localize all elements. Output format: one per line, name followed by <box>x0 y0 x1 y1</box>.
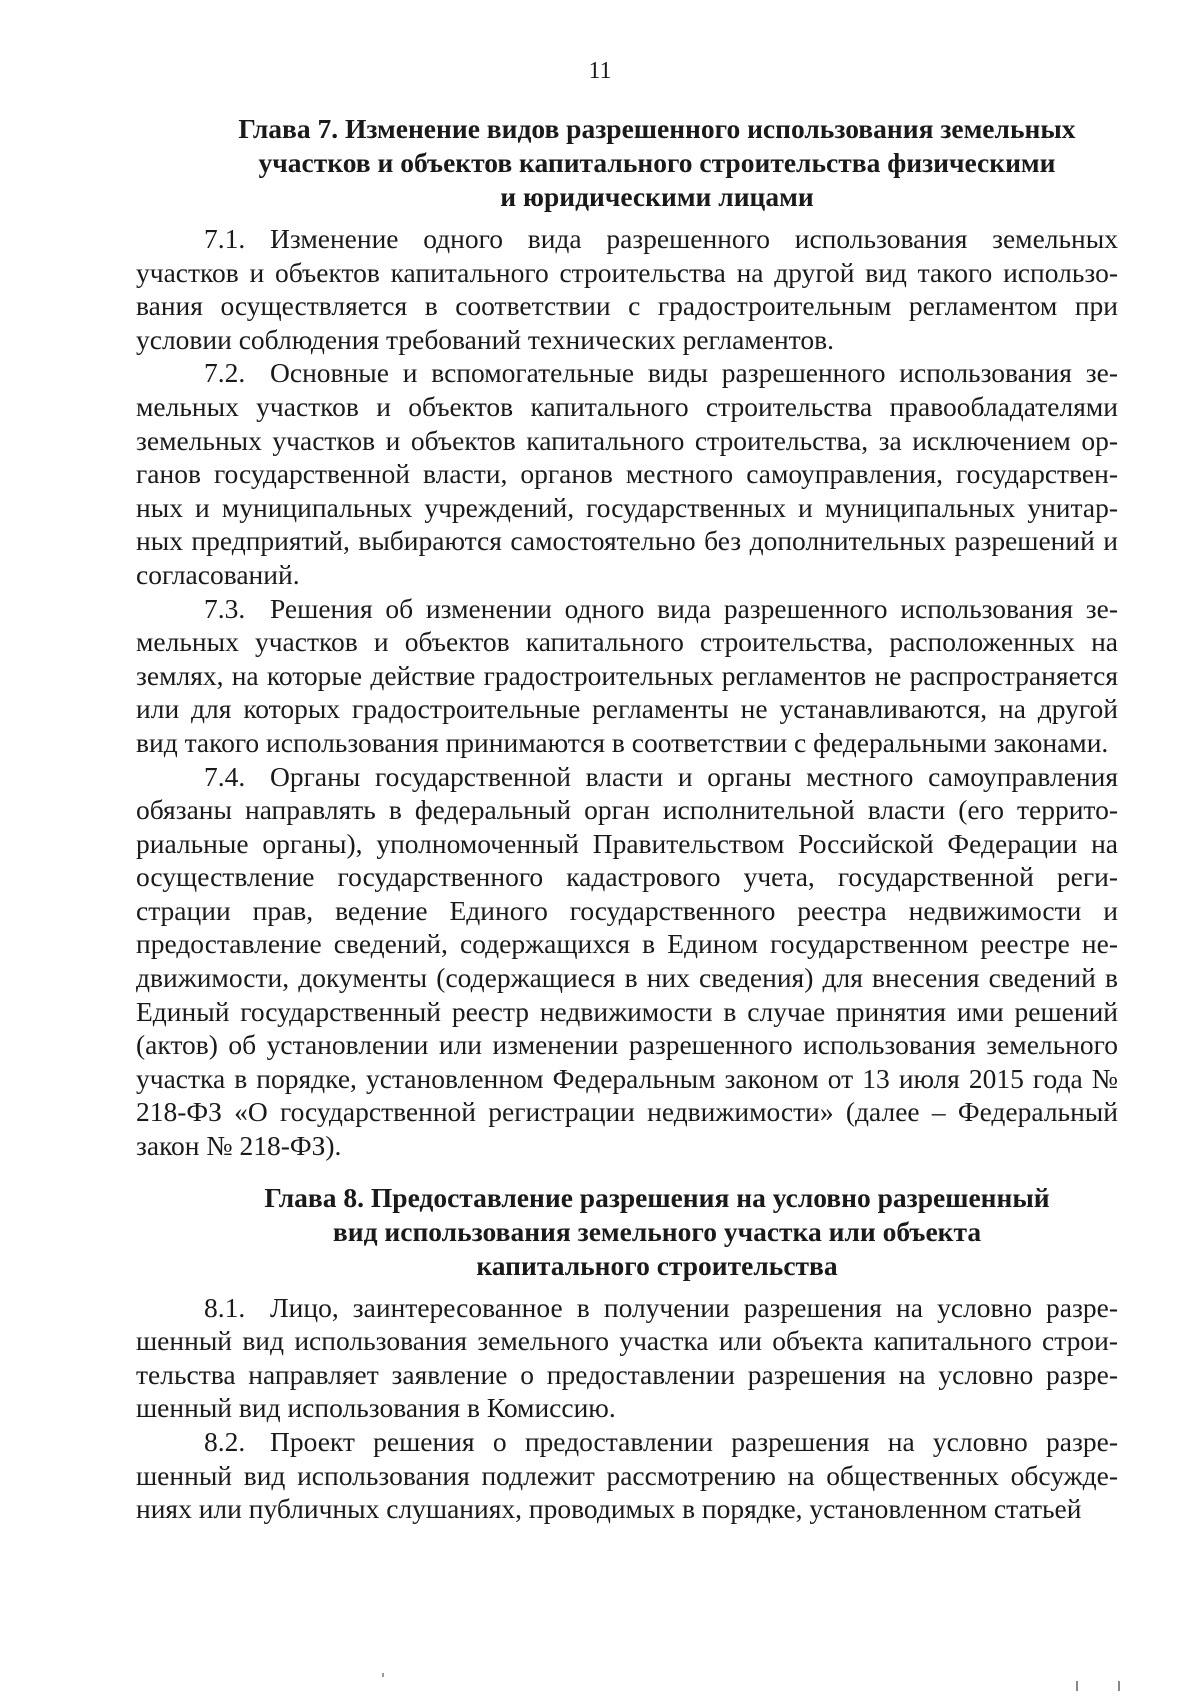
paragraph-number: 7.3. <box>204 592 246 624</box>
paragraph-text: Решения об изменении одного вида разрешенного использования земельных участков и объектов капитального строительства, расположенных на землях, на которые действие градостроительных регламентов не распространяется или для которых градостроительные регламенты не устанавливаются, на другой вид такого использования принимаются в соответствии с федеральными законами. <box>136 592 1118 758</box>
paragraph-number: 7.1. <box>204 223 246 254</box>
chapter-8-title-line: капитального строительства <box>476 1249 838 1281</box>
paragraph-text: Лицо, заинтересованное в получении разрешения на условно разрешенный вид использования земельного участка или объекта капитального строительства направляет заявление о предоставлении разрешения на условно разрешенный вид использования в Комиссию. <box>136 1291 1118 1424</box>
scan-artifact <box>1076 1681 1120 1691</box>
paragraph-7-3 <box>136 592 1118 760</box>
paragraph-number: 8.2. <box>204 1426 246 1457</box>
paragraph-text: Органы государственной власти и органы местного самоуправления обязаны направлять в федеральный орган исполнительной власти (его территориальные органы), уполномоченный Правительством Российской Федерации на осуществление государственного кадастрового учета, государственной регистрации прав, ведение Единого государственного реестра недвижимости и предоставление сведений, содержащихся в Едином государственном реестре недвижимости, документы (содержащиеся в них сведения) для внесения сведений в Единый государственный реестр недвижимости в случае принятия ими решений (актов) об установлении или изменении разрешенного использования земельного участка в порядке, установленном Федеральным законом от 13 июля 2015 года № 218-ФЗ «О государственной регистрации недвижимости» (далее – Федеральный закон № 218-ФЗ). <box>136 760 1118 1162</box>
chapter-8-title-line: вид использования земельного участка или объекта <box>332 1215 982 1247</box>
paragraph-number: 7.2. <box>204 357 246 389</box>
scan-artifact <box>382 1673 384 1677</box>
chapter-7-title <box>196 112 1118 214</box>
chapter-7-title-line: Глава 7. Изменение видов разрешенного использования земельных <box>238 113 1076 144</box>
paragraph-8-2 <box>136 1425 1118 1526</box>
chapter-8-title-line: Глава 8. Предоставление разрешения на условно разрешенный <box>264 1181 1050 1213</box>
chapter-7-title-line: участков и объектов капитального строительства физическими <box>258 147 1056 178</box>
chapter-7-title-line: и юридическими лицами <box>500 181 814 212</box>
paragraph-text: Основные и вспомогательные виды разрешенного использования земельных участков и объектов капитального строительства правообладателями земельных участков и объектов капитального строительства, за исключением органов государственной власти, органов местного самоуправления, государственных и муниципальных учреждений, государственных и муниципальных унитарных предприятий, выбираются самостоятельно без дополнительных разрешений и согласований. <box>136 357 1118 590</box>
paragraph-8-1 <box>136 1291 1118 1425</box>
paragraph-text: Проект решения о предоставлении разрешения на условно разрешенный вид использования подлежит рассмотрению на общественных обсуждениях или публичных слушаниях, проводимых в порядке, установленном статьей <box>136 1426 1118 1525</box>
document-content <box>136 112 1118 1526</box>
paragraph-number: 8.1. <box>204 1291 246 1323</box>
paragraph-7-4 <box>136 760 1118 1163</box>
paragraph-text: Изменение одного вида разрешенного использования земельных участков и объектов капитального строительства на другой вид такого использования осуществляется в соответствии с градостроительным регламентом при условии соблюдения требований технических регламентов. <box>136 223 1118 355</box>
chapter-8-title <box>196 1181 1118 1283</box>
paragraph-number: 7.4. <box>204 760 246 792</box>
paragraph-7-1 <box>136 222 1118 356</box>
page-number: 11 <box>588 58 612 84</box>
paragraph-7-2 <box>136 356 1118 591</box>
